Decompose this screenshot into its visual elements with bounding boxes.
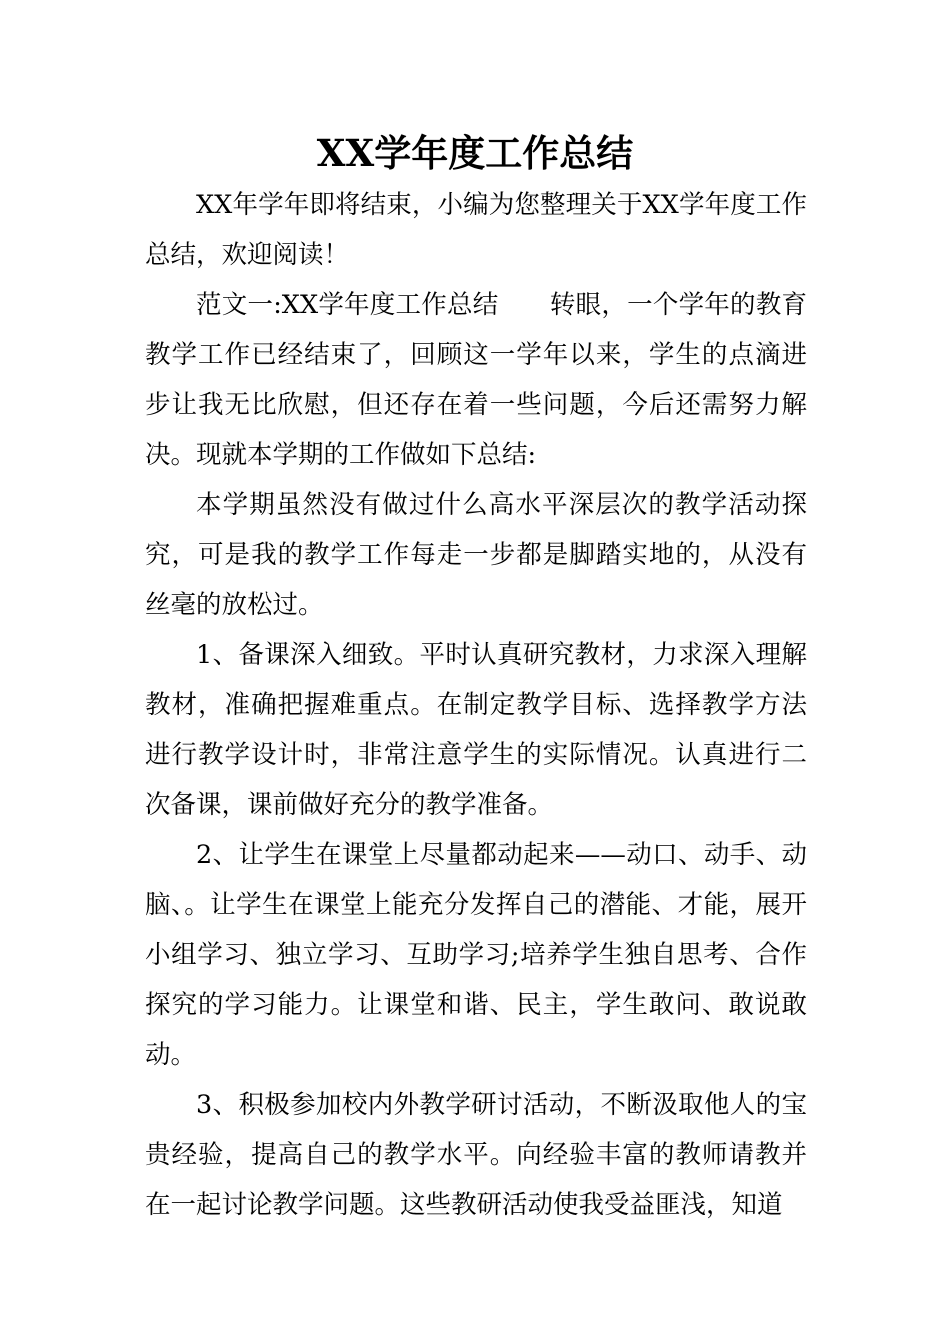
document-body xyxy=(145,180,807,1230)
intro-paragraph: XX年学年即将结束，小编为您整理关于XX学年度工作总结，欢迎阅读！ xyxy=(145,190,807,270)
document-title: XX学年度工作总结 xyxy=(316,131,634,175)
lesson-prep-paragraph: 1、备课深入细致。平时认真研究教材，力求深入理解教材，准确把握难重点。在制定教学目标、选择教学方法进行教学设计时，非常注意学生的实际情况。认真进行二次备课，课前做好充分的教学准备。 xyxy=(145,640,807,820)
semester-overview-paragraph: 本学期虽然没有做过什么高水平深层次的教学活动探究，可是我的教学工作每走一步都是脚踏实地的，从没有丝毫的放松过。 xyxy=(145,490,807,620)
classroom-activity-paragraph: 2、让学生在课堂上尽量都动起来——动口、动手、动脑、。让学生在课堂上能充分发挥自己的潜能、才能，展开小组学习、独立学习、互助学习;培养学生独自思考、合作探究的学习能力。让课堂和谐、民主，学生敢问、敢说敢动。 xyxy=(145,840,807,1070)
teaching-research-paragraph: 3、积极参加校内外教学研讨活动，不断汲取他人的宝贵经验，提高自己的教学水平。向经验丰富的教师请教并在一起讨论教学问题。这些教研活动使我受益匪浅，知道 xyxy=(145,1090,807,1220)
sample-one-paragraph: 范文一:XX学年度工作总结 转眼，一个学年的教育教学工作已经结束了，回顾这一学年以来，学生的点滴进步让我无比欣慰，但还存在着一些问题，今后还需努力解决。现就本学期的工作做如下总结: xyxy=(145,290,807,470)
